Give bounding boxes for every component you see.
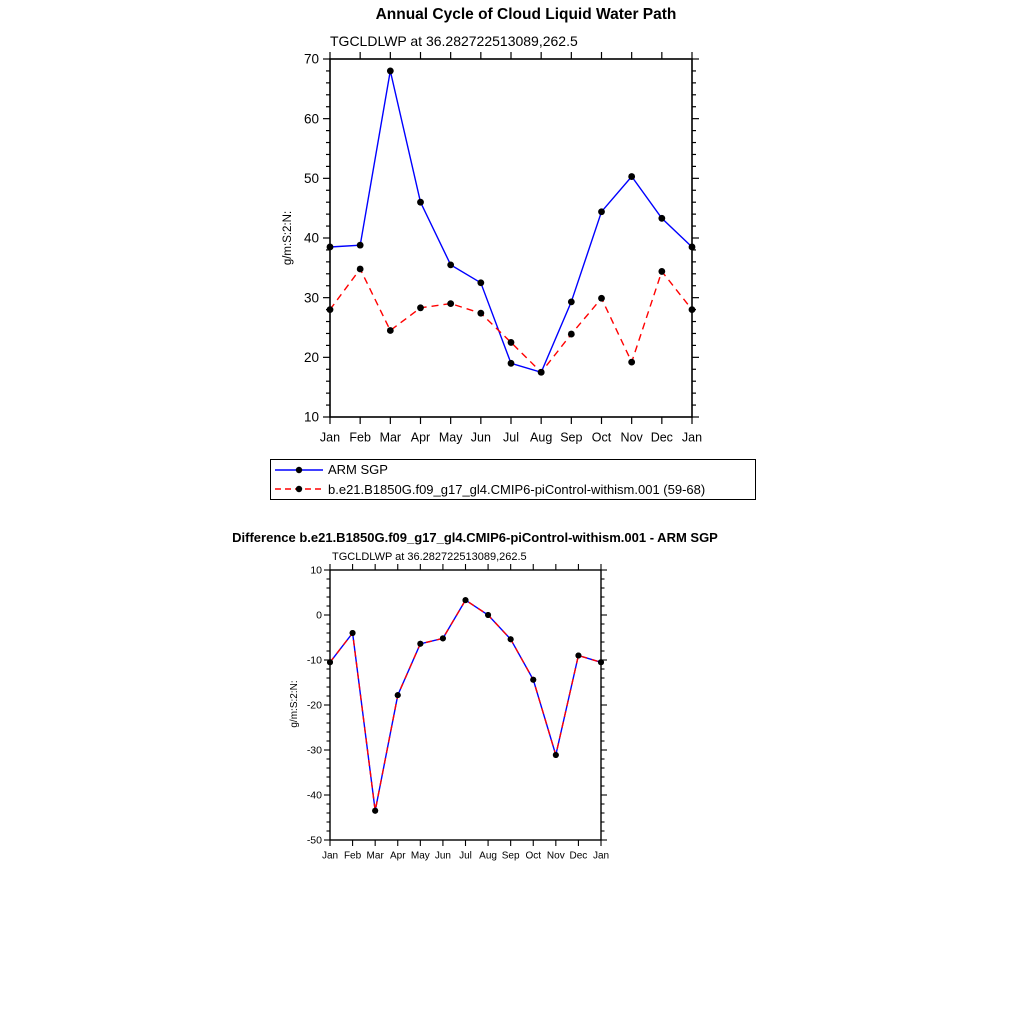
x-tick-label: Jun: [470, 430, 491, 445]
y-tick-label: -30: [306, 744, 322, 757]
legend-entry-obs: [271, 460, 755, 480]
difference-chart-y-axis-label: g/m:S:2:N:: [289, 680, 300, 728]
x-tick-label: Jun: [434, 850, 451, 862]
x-tick-label: Dec: [650, 430, 673, 445]
x-tick-label: Apr: [389, 850, 406, 862]
x-tick-label: Aug: [530, 430, 553, 445]
data-point-marker: [327, 659, 333, 665]
data-point-marker: [508, 636, 514, 642]
data-point-marker: [395, 692, 401, 698]
series-line: [330, 600, 601, 811]
difference-chart-title: Difference b.e21.B1850G.f09_g17_gl4.CMIP6-piControl-withism.001 - ARM SGP: [232, 530, 718, 545]
data-point-marker: [689, 306, 696, 313]
series-line: [330, 71, 692, 372]
data-point-marker: [598, 659, 604, 665]
x-tick-label: Dec: [569, 850, 588, 862]
legend-entry-model: [271, 480, 755, 500]
legend-label-obs: ARM SGP: [328, 462, 388, 478]
data-point-marker: [357, 242, 364, 249]
data-point-marker: [477, 310, 484, 317]
legend-line-sample-solid: [274, 464, 324, 476]
x-tick-label: Sep: [501, 850, 520, 862]
data-point-marker: [658, 268, 665, 275]
legend-line-sample-dashed: [274, 483, 324, 495]
y-tick-label: 0: [316, 609, 322, 622]
data-point-marker: [658, 215, 665, 222]
data-point-marker: [387, 68, 394, 75]
x-tick-label: Nov: [620, 430, 643, 445]
data-point-marker: [575, 653, 581, 659]
x-tick-label: Feb: [349, 430, 371, 445]
legend-label-model: b.e21.B1850G.f09_g17_gl4.CMIP6-piControl-withism.001 (59-68): [328, 481, 706, 497]
legend-box: [270, 459, 756, 500]
x-tick-label: Jan: [592, 850, 610, 862]
data-point-marker: [568, 298, 575, 305]
data-point-marker: [463, 597, 469, 603]
x-tick-label: Oct: [591, 430, 612, 445]
y-tick-label: 70: [303, 51, 319, 67]
top-chart: [304, 52, 702, 445]
difference-chart: [307, 564, 609, 861]
x-tick-label: Mar: [366, 850, 384, 862]
axis-frame: [330, 570, 601, 840]
data-point-marker: [628, 359, 635, 366]
top-chart-y-axis-label: g/m:S:2:N:: [282, 210, 294, 266]
y-tick-label: 10: [303, 409, 319, 425]
difference-chart-subtitle: TGCLDLWP at 36.282722513089,262.5: [332, 551, 527, 563]
x-tick-label: Jan: [321, 850, 339, 862]
data-point-marker: [485, 612, 491, 618]
data-point-marker: [553, 752, 559, 758]
data-point-marker: [327, 306, 334, 313]
data-point-marker: [628, 173, 635, 180]
x-tick-label: May: [438, 430, 463, 445]
data-point-marker: [350, 630, 356, 636]
data-point-marker: [508, 360, 515, 367]
y-tick-label: 20: [303, 349, 319, 365]
y-tick-label: 30: [303, 290, 319, 306]
y-tick-label: -40: [306, 789, 322, 802]
data-point-marker: [508, 339, 515, 346]
y-tick-label: 10: [310, 564, 322, 577]
x-tick-label: Jul: [459, 850, 472, 862]
y-tick-label: -10: [306, 654, 322, 667]
x-tick-label: May: [410, 850, 430, 862]
y-tick-label: 40: [303, 230, 319, 246]
y-tick-label: 50: [303, 170, 319, 186]
x-tick-label: Jan: [319, 430, 341, 445]
top-chart-title: Annual Cycle of Cloud Liquid Water Path: [375, 6, 677, 23]
data-point-marker: [417, 304, 424, 311]
data-point-marker: [357, 266, 364, 273]
x-tick-label: Feb: [343, 850, 362, 862]
x-tick-label: Mar: [379, 430, 402, 445]
y-tick-label: -20: [306, 699, 322, 712]
data-point-marker: [538, 369, 545, 376]
data-point-marker: [417, 199, 424, 206]
data-point-marker: [447, 261, 454, 268]
data-point-marker: [598, 208, 605, 215]
x-tick-label: Nov: [546, 850, 565, 862]
x-tick-label: Jul: [503, 430, 519, 445]
data-point-marker: [447, 300, 454, 307]
x-tick-label: Sep: [560, 430, 583, 445]
data-point-marker: [372, 808, 378, 814]
x-tick-label: Apr: [410, 430, 431, 445]
y-tick-label: -50: [306, 834, 322, 847]
data-point-marker: [387, 327, 394, 334]
top-chart-subtitle: TGCLDLWP at 36.282722513089,262.5: [330, 33, 578, 49]
data-point-marker: [689, 244, 696, 251]
x-tick-label: Aug: [479, 850, 497, 862]
data-point-marker: [327, 244, 334, 251]
x-tick-label: Jan: [681, 430, 703, 445]
data-point-marker: [417, 641, 423, 647]
x-tick-label: Oct: [525, 850, 542, 862]
data-point-marker: [598, 295, 605, 302]
y-tick-label: 60: [303, 111, 319, 127]
data-point-marker: [530, 677, 536, 683]
data-point-marker: [568, 331, 575, 338]
data-point-marker: [477, 279, 484, 286]
series-line: [330, 269, 692, 372]
data-point-marker: [440, 635, 446, 641]
